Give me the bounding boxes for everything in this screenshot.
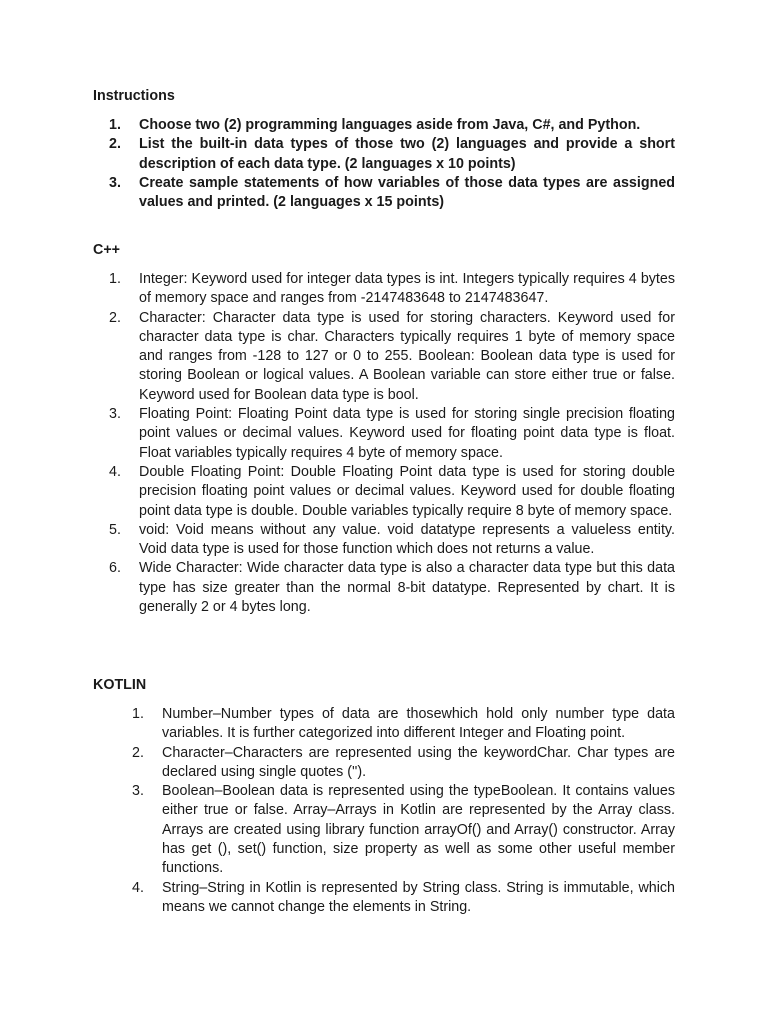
item-text: void: Void means without any value. void datatype represents a valueless entity. Void data type is used for those function which does not returns a value. xyxy=(139,521,675,558)
item-number: 2. xyxy=(109,136,121,153)
item-text: String–String in Kotlin is represented by String class. String is immutable, which means we cannot change the elements in String. xyxy=(162,879,675,915)
item-text: Character: Character data type is used for storing characters. Keyword used for character data type is char. Characters typically requires 1 byte of memory space and ranges from -128 to 127 or 0 to 255. Boolean: Boolean data type is used for storing Boolean or logical values. A Boolean variable can store either true or false. Keyword used for Boolean data type is bool. xyxy=(139,309,675,403)
item-text: Boolean–Boolean data is represented using the typeBoolean. It contains values either true or false. Array–Arrays in Kotlin are represented by the Array class. Arrays are created using library function arrayOf() and Array() constructor. Array has get (), set() function, size property as well as some other useful member functions. xyxy=(162,783,675,877)
item-number: 3. xyxy=(132,783,144,800)
kotlin-list xyxy=(132,705,675,917)
item-text: Wide Character: Wide character data type is also a character data type but this data type has size greater than the normal 8-bit datatype. Represented by chart. It is generally 2 or 4 bytes long. xyxy=(139,560,675,616)
list-item xyxy=(109,135,675,174)
item-text: Floating Point: Floating Point data type is used for storing single precision floating point values or decimal values. Keyword used for floating point data type is float. Float variables typically requires 4 byte of memory space. xyxy=(139,406,675,461)
list-item xyxy=(132,744,675,783)
list-item xyxy=(109,309,675,405)
item-number: 4. xyxy=(132,879,144,896)
instructions-heading: Instructions xyxy=(93,88,175,104)
list-item xyxy=(109,116,675,135)
list-item xyxy=(109,270,675,309)
list-item xyxy=(109,521,675,560)
list-item xyxy=(132,782,675,878)
item-number: 2. xyxy=(132,744,144,761)
list-item xyxy=(132,705,675,744)
list-item xyxy=(109,463,675,521)
item-number: 3. xyxy=(109,406,121,423)
item-text: Integer: Keyword used for integer data types is int. Integers typically requires 4 bytes of memory space and ranges from -2147483648 to 2147483647. xyxy=(139,271,675,307)
item-number: 2. xyxy=(109,309,121,326)
kotlin-heading: KOTLIN xyxy=(93,677,147,693)
list-item xyxy=(109,405,675,463)
item-text: Character–Characters are represented using the keywordChar. Char types are declared using single quotes (''). xyxy=(162,744,675,780)
cpp-heading: C++ xyxy=(93,242,121,258)
item-number: 1. xyxy=(109,271,121,287)
list-item xyxy=(109,559,675,617)
item-text: Double Floating Point: Double Floating Point data type is used for storing double precision floating point values or decimal values. Keyword used for double floating point data type is double. Double variables typically require 8 byte of memory space. xyxy=(139,463,675,519)
instructions-list xyxy=(109,116,675,212)
item-text: Create sample statements of how variables of those data types are assigned values and printed. (2 languages x 15 points) xyxy=(139,174,675,211)
list-item xyxy=(109,174,675,213)
item-number: 6. xyxy=(109,560,121,577)
item-text: List the built-in data types of those two (2) languages and provide a short description of each data type. (2 languages x 10 points) xyxy=(139,136,675,172)
item-number: 3. xyxy=(109,174,121,191)
list-item xyxy=(132,879,675,918)
item-text: Choose two (2) programming languages aside from Java, C#, and Python. xyxy=(139,117,641,133)
item-number: 4. xyxy=(109,463,121,480)
item-number: 5. xyxy=(109,521,121,538)
item-number: 1. xyxy=(132,706,144,722)
item-number: 1. xyxy=(109,117,121,133)
cpp-list xyxy=(109,270,675,617)
item-text: Number–Number types of data are thosewhich hold only number type data variables. It is further categorized into different Integer and Floating point. xyxy=(162,706,675,742)
